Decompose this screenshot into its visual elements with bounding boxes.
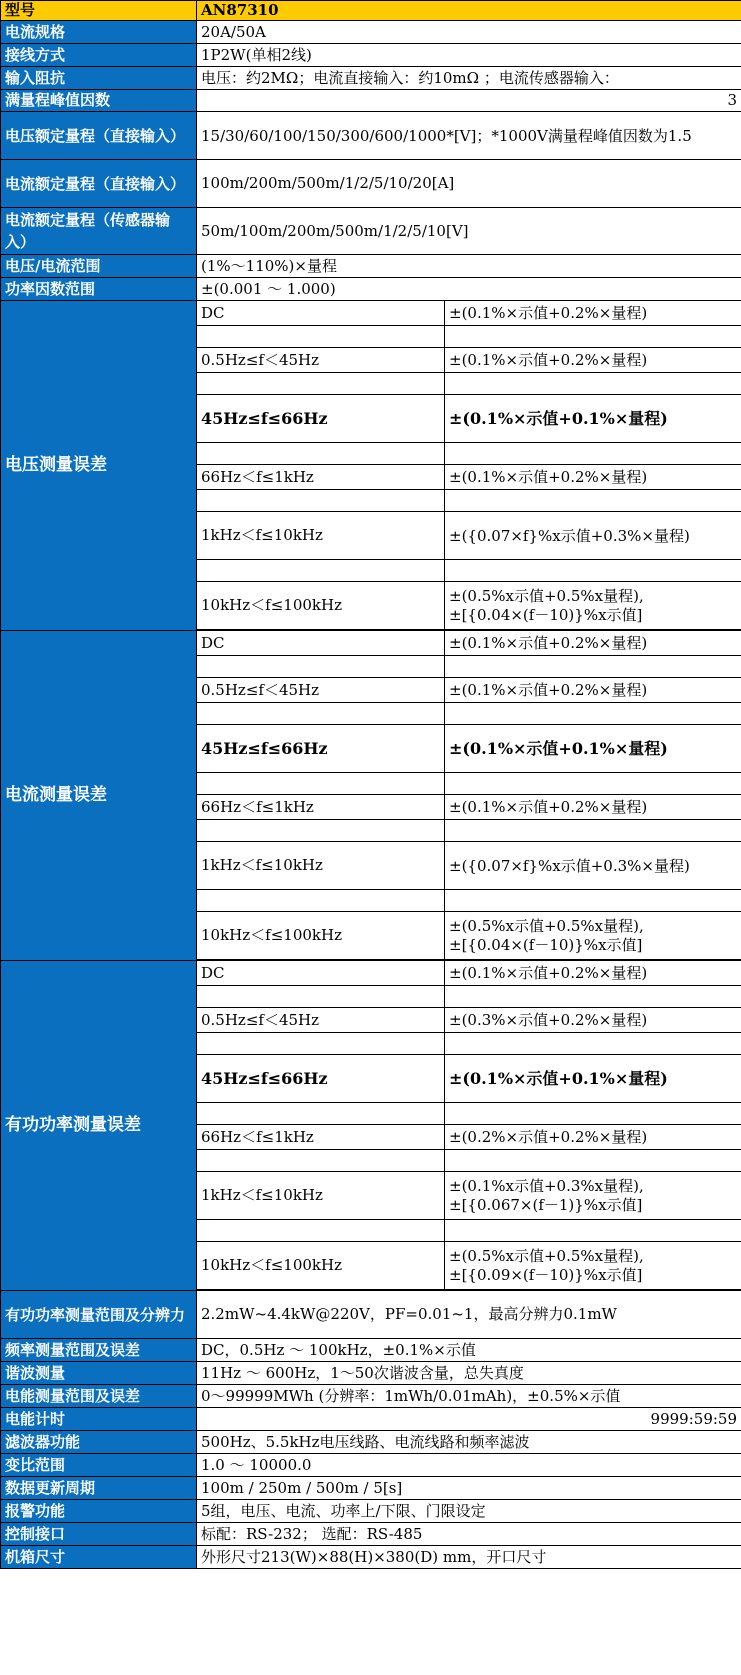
voltage-error-freq: 45Hz≤f≤66Hz [197,395,445,443]
power-error-value: ±(0.3%×示值+0.2%×量程) [445,1008,741,1033]
voltage-range-value: 15/30/60/100/150/300/600/1000*[V]；*1000V满量程峰值因数为1.5 [197,112,741,160]
row-pf-range [1,278,741,301]
pf-range-value: ±(0.001 ～ 1.000) [197,278,741,301]
harmonic-label: 谐波测量 [1,1362,197,1385]
current-error-freq: 45Hz≤f≤66Hz [197,725,445,773]
row-current-range-direct [1,160,741,208]
energy-label: 电能测量范围及误差 [1,1385,197,1408]
freq-range-label: 频率测量范围及误差 [1,1339,197,1362]
impedance-label: 输入阻抗 [1,67,197,90]
voltage-error-freq: DC [197,301,445,326]
row-freq-range [1,1339,741,1362]
current-error-freq: DC [197,631,445,656]
voltage-error-row [1,301,741,326]
update-value: 100m / 250m / 500m / 5[s] [197,1477,741,1500]
row-energy-timer [1,1408,741,1431]
size-value: 外形尺寸213(W)×88(H)×380(D) mm，开口尺寸 [197,1546,741,1569]
crest-label: 满量程峰值因数 [1,90,197,112]
row-alarm [1,1500,741,1523]
voltage-error-freq: 66Hz＜f≤1kHz [197,465,445,490]
model-label: 型号 [1,1,197,21]
current-range-direct-label: 电流额定量程（直接输入） [1,160,197,208]
power-error-value-line1: ±(0.5%x示值+0.5%x量程), [449,1246,644,1265]
current-error-value-line2: ±[{0.04×(f－10)}%x示值] [449,935,643,954]
current-error-value: ±({0.07×f}%x示值+0.3%×量程) [445,842,741,890]
wiring-value: 1P2W(单相2线) [197,44,741,67]
row-energy [1,1385,741,1408]
row-power-range [1,1291,741,1339]
ratio-label: 变比范围 [1,1454,197,1477]
current-error-value: ±(0.1%×示值+0.2%×量程) [445,631,741,656]
voltage-error-value: ±(0.1%×示值+0.2%×量程) [445,465,741,490]
row-update [1,1477,741,1500]
voltage-error-freq: 10kHz＜f≤100kHz [197,582,445,630]
power-error-row [1,961,741,986]
row-ratio [1,1454,741,1477]
current-error-value: ±(0.1%×示值+0.1%×量程) [445,725,741,773]
power-error-value-line2: ±[{0.09×(f－10)}%x示值] [449,1265,643,1284]
voltage-error-freq: 0.5Hz≤f＜45Hz [197,348,445,373]
row-crest [1,90,741,112]
model-value: AN87310 [197,1,741,21]
current-range-sensor-label: 电流额定量程（传感器输入） [1,208,197,255]
wiring-label: 接线方式 [1,44,197,67]
pf-range-label: 功率因数范围 [1,278,197,301]
voltage-error-value-line2: ±[{0.04×(f－10)}%x示值] [449,605,643,624]
voltage-error-value: ±(0.1%×示值+0.2%×量程) [445,348,741,373]
current-error-freq: 10kHz＜f≤100kHz [197,912,445,960]
filter-value: 500Hz、5.5kHz电压线路、电流线路和频率滤波 [197,1431,741,1454]
power-error-freq: 45Hz≤f≤66Hz [197,1055,445,1103]
filter-label: 滤波器功能 [1,1431,197,1454]
current-error-freq: 0.5Hz≤f＜45Hz [197,678,445,703]
crest-value: 3 [197,90,741,112]
row-wiring [1,44,741,67]
row-current-spec [1,21,741,44]
current-error-value-line1: ±(0.5%x示值+0.5%x量程), [449,916,644,935]
interface-label: 控制接口 [1,1523,197,1546]
alarm-label: 报警功能 [1,1500,197,1523]
power-range-value: 2.2mW~4.4kW@220V，PF=0.01~1，最高分辨力0.1mW [197,1291,741,1339]
vi-range-label: 电压/电流范围 [1,255,197,278]
power-error-value-line1: ±(0.1%x示值+0.3%x量程), [449,1176,644,1195]
current-error-freq: 66Hz＜f≤1kHz [197,795,445,820]
voltage-error-value [445,582,741,630]
power-error-value: ±(0.2%×示值+0.2%×量程) [445,1125,741,1150]
power-error-freq: 10kHz＜f≤100kHz [197,1242,445,1290]
size-label: 机箱尺寸 [1,1546,197,1569]
power-error-freq: 0.5Hz≤f＜45Hz [197,1008,445,1033]
power-error-freq: DC [197,961,445,986]
current-spec-value: 20A/50A [197,21,741,44]
voltage-error-value: ±(0.1%×示值+0.1%×量程) [445,395,741,443]
freq-range-value: DC，0.5Hz ～ 100kHz，±0.1%×示值 [197,1339,741,1362]
interface-value: 标配：RS-232； 选配：RS-485 [197,1523,741,1546]
power-range-label: 有功功率测量范围及分辨力 [1,1291,197,1339]
current-spec-label: 电流规格 [1,21,197,44]
row-interface [1,1523,741,1546]
vi-range-value: (1%～110%)×量程 [197,255,741,278]
row-voltage-range [1,112,741,160]
harmonic-value: 11Hz ～ 600Hz，1～50次谐波含量，总失真度 [197,1362,741,1385]
voltage-error-value: ±({0.07×f}%x示值+0.3%×量程) [445,512,741,560]
power-error-freq: 1kHz＜f≤10kHz [197,1172,445,1220]
current-range-sensor-value: 50m/100m/200m/500m/1/2/5/10[V] [197,208,741,255]
current-error-value: ±(0.1%×示值+0.2%×量程) [445,678,741,703]
power-error-label: 有功功率测量误差 [1,961,197,1291]
update-label: 数据更新周期 [1,1477,197,1500]
voltage-error-value: ±(0.1%×示值+0.2%×量程) [445,301,741,326]
power-error-value: ±(0.1%×示值+0.1%×量程) [445,1055,741,1103]
energy-timer-label: 电能计时 [1,1408,197,1431]
power-error-value: ±(0.1%×示值+0.2%×量程) [445,961,741,986]
impedance-value: 电压：约2MΩ；电流直接输入：约10mΩ ；电流传感器输入： [197,67,741,90]
current-error-freq: 1kHz＜f≤10kHz [197,842,445,890]
alarm-value: 5组，电压、电流、功率上/下限、门限设定 [197,1500,741,1523]
current-error-value: ±(0.1%×示值+0.2%×量程) [445,795,741,820]
current-range-direct-value: 100m/200m/500m/1/2/5/10/20[A] [197,160,741,208]
current-error-label: 电流测量误差 [1,631,197,961]
power-error-value [445,1172,741,1220]
voltage-error-value-line1: ±(0.5%x示值+0.5%x量程), [449,586,644,605]
power-error-value-line2: ±[{0.067×(f－1)}%x示值] [449,1195,643,1214]
row-filter [1,1431,741,1454]
row-size [1,1546,741,1569]
energy-value: 0～99999MWh (分辨率：1mWh/0.01mAh)，±0.5%×示值 [197,1385,741,1408]
current-error-value [445,912,741,960]
voltage-error-freq: 1kHz＜f≤10kHz [197,512,445,560]
row-model [1,1,741,21]
row-vi-range [1,255,741,278]
current-error-row [1,631,741,656]
ratio-value: 1.0 ～ 10000.0 [197,1454,741,1477]
row-impedance [1,67,741,90]
row-harmonic [1,1362,741,1385]
row-current-range-sensor [1,208,741,255]
voltage-range-label: 电压额定量程（直接输入） [1,112,197,160]
energy-timer-value: 9999:59:59 [197,1408,741,1431]
power-error-freq: 66Hz＜f≤1kHz [197,1125,445,1150]
voltage-error-label: 电压测量误差 [1,301,197,631]
power-error-value [445,1242,741,1290]
